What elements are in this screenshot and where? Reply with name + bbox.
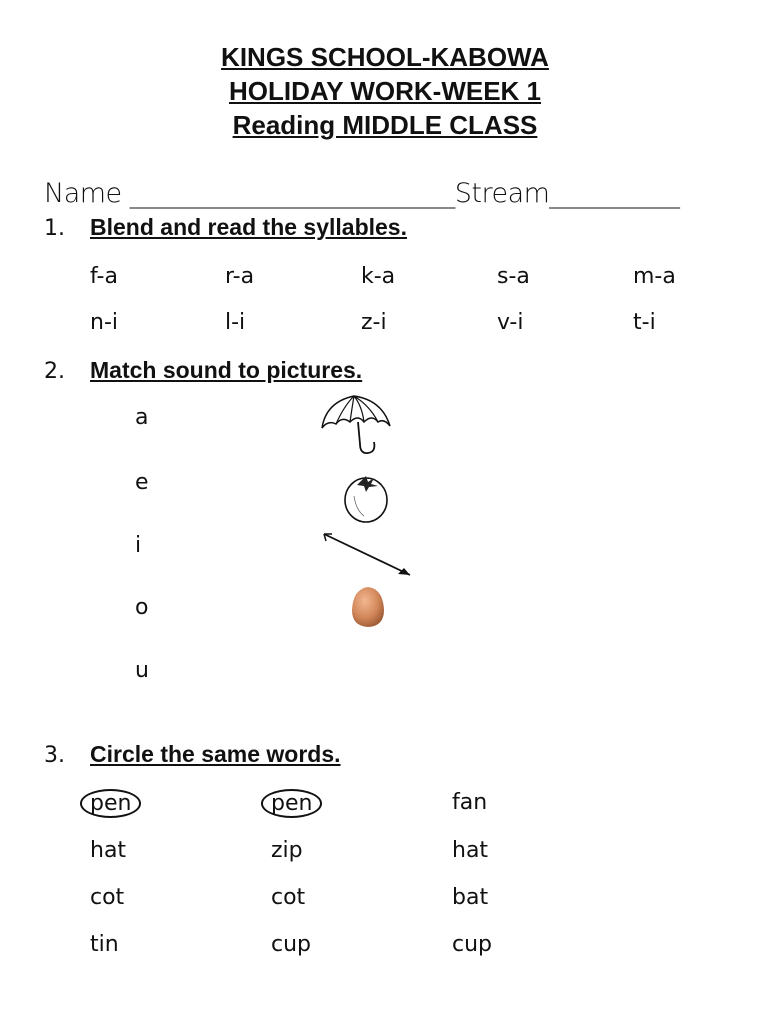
- word: hat: [452, 838, 489, 863]
- vowel-letter: e: [135, 470, 149, 495]
- question-3-heading: [44, 741, 341, 768]
- question-title: Match sound to pictures.: [90, 357, 363, 383]
- subject-class-title: Reading MIDDLE CLASS: [232, 110, 538, 140]
- syllable: r-a: [225, 264, 255, 289]
- word: tin: [90, 932, 119, 957]
- syllable: m-a: [633, 264, 676, 289]
- vowel-letter: a: [135, 405, 149, 430]
- question-title: Circle the same words.: [90, 741, 341, 767]
- question-number: 2.: [44, 359, 65, 384]
- word: cot: [271, 885, 306, 910]
- question-1-heading: [44, 214, 407, 241]
- circled-word: pen: [261, 789, 322, 818]
- word: bat: [452, 885, 489, 910]
- syllable: v-i: [497, 310, 524, 335]
- question-2-heading: [44, 357, 362, 384]
- question-number: 3.: [44, 743, 65, 768]
- syllable: k-a: [361, 264, 396, 289]
- egg-icon: [348, 584, 388, 630]
- word: hat: [90, 838, 127, 863]
- word: fan: [452, 790, 488, 815]
- syllable: l-i: [225, 310, 246, 335]
- vowel-letter: o: [135, 595, 149, 620]
- umbrella-icon: [318, 392, 394, 458]
- holiday-work-title: HOLIDAY WORK-WEEK 1: [228, 76, 542, 106]
- circled-word: pen: [80, 789, 141, 818]
- question-number: 1.: [44, 216, 65, 241]
- word: cup: [452, 932, 493, 957]
- word: zip: [271, 838, 303, 863]
- syllable: s-a: [497, 264, 530, 289]
- vowel-letter: i: [135, 533, 142, 558]
- syllable: t-i: [633, 310, 656, 335]
- name-stream-line: Name _________________________Stream__________: [44, 178, 680, 209]
- word: cot: [90, 885, 125, 910]
- vowel-letter: u: [135, 658, 149, 683]
- worksheet-header: [0, 40, 770, 142]
- arrow-icon: [318, 528, 418, 584]
- syllable: f-a: [90, 264, 118, 289]
- orange-icon: [340, 470, 392, 526]
- word: cup: [271, 932, 312, 957]
- question-title: Blend and read the syllables.: [90, 214, 407, 240]
- syllable: z-i: [361, 310, 387, 335]
- school-name: KINGS SCHOOL-KABOWA: [221, 42, 549, 72]
- syllable: n-i: [90, 310, 118, 335]
